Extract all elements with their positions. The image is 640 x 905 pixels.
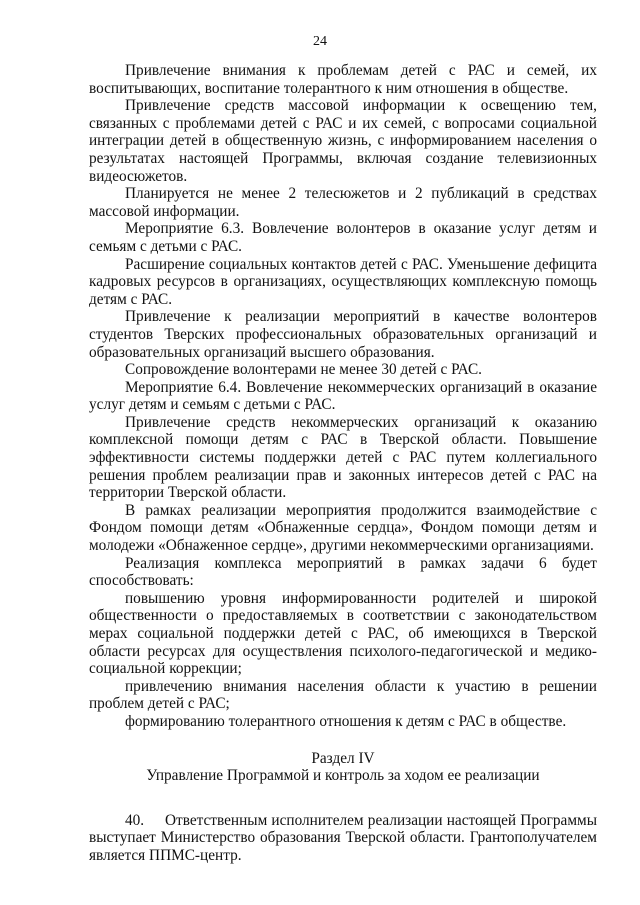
page-number: 24 [313,34,327,49]
paragraph-volunteer-support: Сопровождение волонтерами не менее 30 детей с РАС. [125,361,482,379]
paragraph-tv-plans: Планируется не менее 2 телесюжетов и 2 публикаций в средствах массовой информации. [89,185,597,220]
paragraph-measure-6-3: Мероприятие 6.3. Вовлечение волонтеров в оказание услуг детям и семьям с детьми с РАС. [89,220,597,255]
paragraph-awareness: повышению уровня информированности родителей и широкой общественности о предоставляемых в соответствии с законодательством мерах социальной поддержки детей с РАС, об имеющихся в Тверской области ресурсах для осуществления психолого-педагогической и медико-социальной коррекции; [89,589,597,678]
section-number: Раздел IV [311,749,375,767]
paragraph-measure-6-4: Мероприятие 6.4. Вовлечение некоммерческих организаций в оказание услуг детям и семьям с детьми с РАС. [89,378,597,414]
section-spacer [89,785,597,812]
paragraph-task6-intro: Реализация комплекса мероприятий в рамках задачи 6 будет способствовать: [89,554,597,590]
paragraph-40: 40. Ответственным исполнителем реализации настоящей Программы выступает Министерство образования Тверской области. Грантополучателем является ППМС-центр. [89,811,601,864]
paragraph-tolerance: формированию толерантного отношения к детям с РАС в обществе. [125,712,567,730]
paragraph-volunteer-students: Привлечение к реализации мероприятий в качестве волонтеров студентов Тверских профессиональных образовательных организаций и образовательных организаций высшего образования. [89,308,597,361]
page-content [89,62,601,865]
paragraph-social-contacts: Расширение социальных контактов детей с РАС. Уменьшение дефицита кадровых ресурсов в организациях, осуществляющих комплексную помощь детям с РАС. [89,255,597,308]
paragraph-media-attention: Привлечение внимания к проблемам детей с РАС и семей, их воспитывающих, воспитание толерантного к ним отношения в обществе. [89,62,597,97]
paragraph-public-attention: привлечению внимания населения области к участию в решении проблем детей с РАС; [89,677,597,713]
section-title: Управление Программой и контроль за ходом ее реализации [146,767,540,785]
paragraph-foundations: В рамках реализации мероприятия продолжится взаимодействие с Фондом помощи детям «Обнаженные сердца», Фондом помощи детям и молодежи «Обнаженное сердце», другими некоммерческими организациями. [89,501,597,555]
paragraph-nonprofit-funds: Привлечение средств некоммерческих организаций к оказанию комплексной помощи детям с РАС в Тверской области. Повышение эффективности системы поддержки детей с РАС путем коллегиального решения проблем реализации прав и законных интересов детей с РАС на территории Тверской области. [89,413,597,502]
paragraph-media-coverage: Привлечение средств массовой информации к освещению тем, связанных с проблемами детей с РАС и их семей, с вопросами социальной интеграции детей в общественную жизнь, с информированием населения о результатах настоящей Программы, включая создание телевизионных видеосюжетов. [89,97,597,185]
